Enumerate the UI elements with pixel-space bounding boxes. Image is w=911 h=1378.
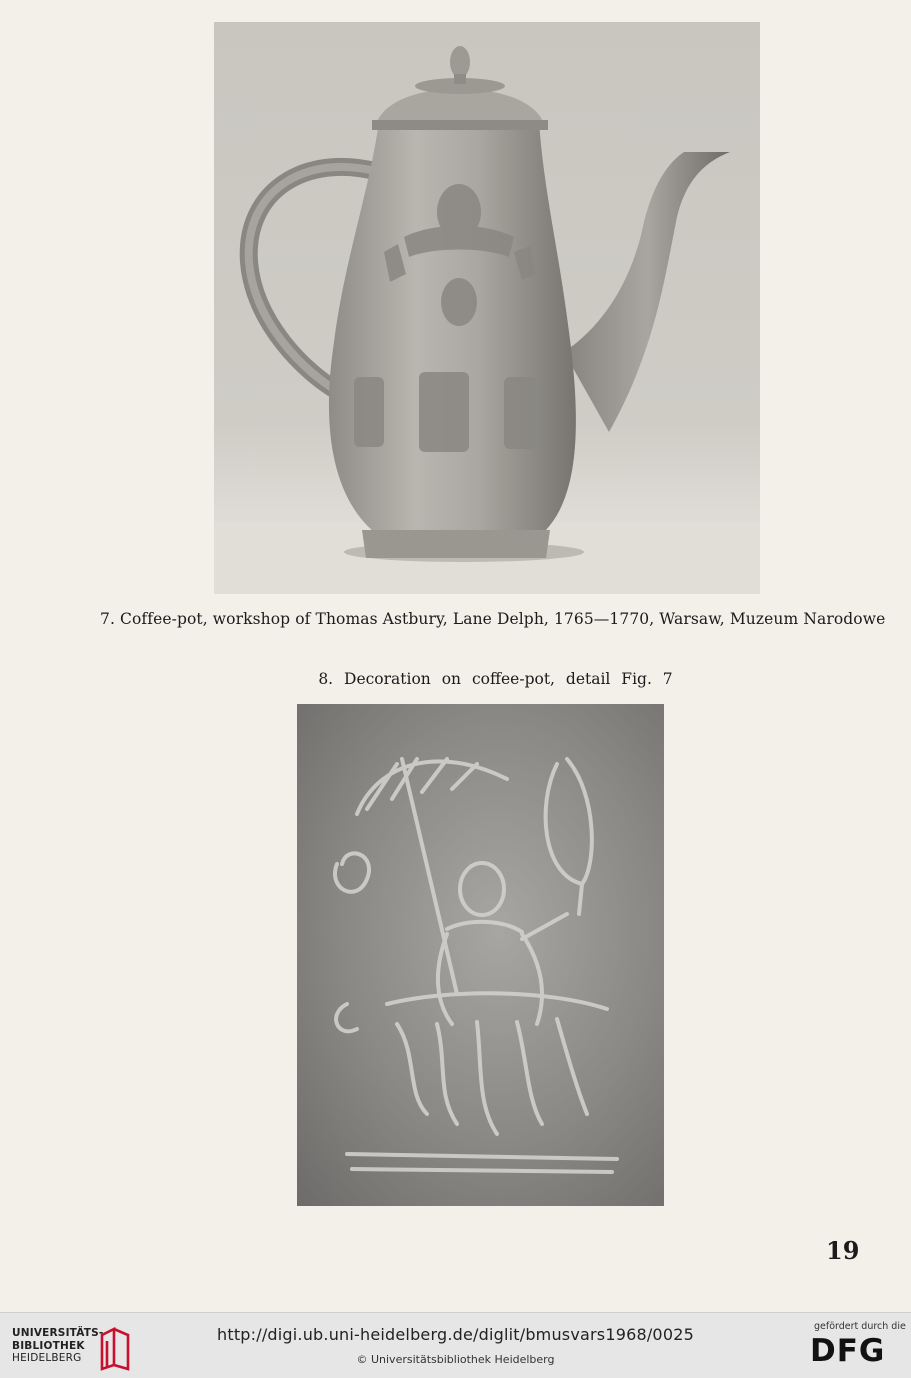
dfg-logo[interactable]	[806, 1321, 906, 1373]
decoration-detail-photo	[297, 704, 664, 1206]
funded-by-label: gefördert durch die	[814, 1321, 906, 1332]
institution-line-3: HEIDELBERG	[12, 1352, 82, 1364]
footer-bar	[0, 1312, 911, 1378]
dfg-wordmark: DFG	[810, 1333, 886, 1369]
coffee-pot-photo	[214, 22, 760, 594]
relief-detail-illustration	[297, 704, 664, 1206]
copyright-notice: © Universitätsbibliothek Heidelberg	[356, 1353, 555, 1366]
figure-7-caption: 7. Coffee-pot, workshop of Thomas Astbury, Lane Delph, 1765—1770, Warsaw, Muzeum Narodowe	[100, 610, 886, 628]
document-url-link[interactable]: http://digi.ub.uni-heidelberg.de/diglit/bmusvars1968/0025	[217, 1325, 694, 1344]
figure-8-caption: 8. Decoration on coffee-pot, detail Fig. 7	[318, 670, 673, 688]
institution-line-2: BIBLIOTHEK	[12, 1339, 85, 1352]
page-number: 19	[826, 1236, 860, 1265]
coffee-pot-illustration	[214, 22, 760, 594]
institution-line-1: UNIVERSITÄTS-	[12, 1327, 104, 1339]
